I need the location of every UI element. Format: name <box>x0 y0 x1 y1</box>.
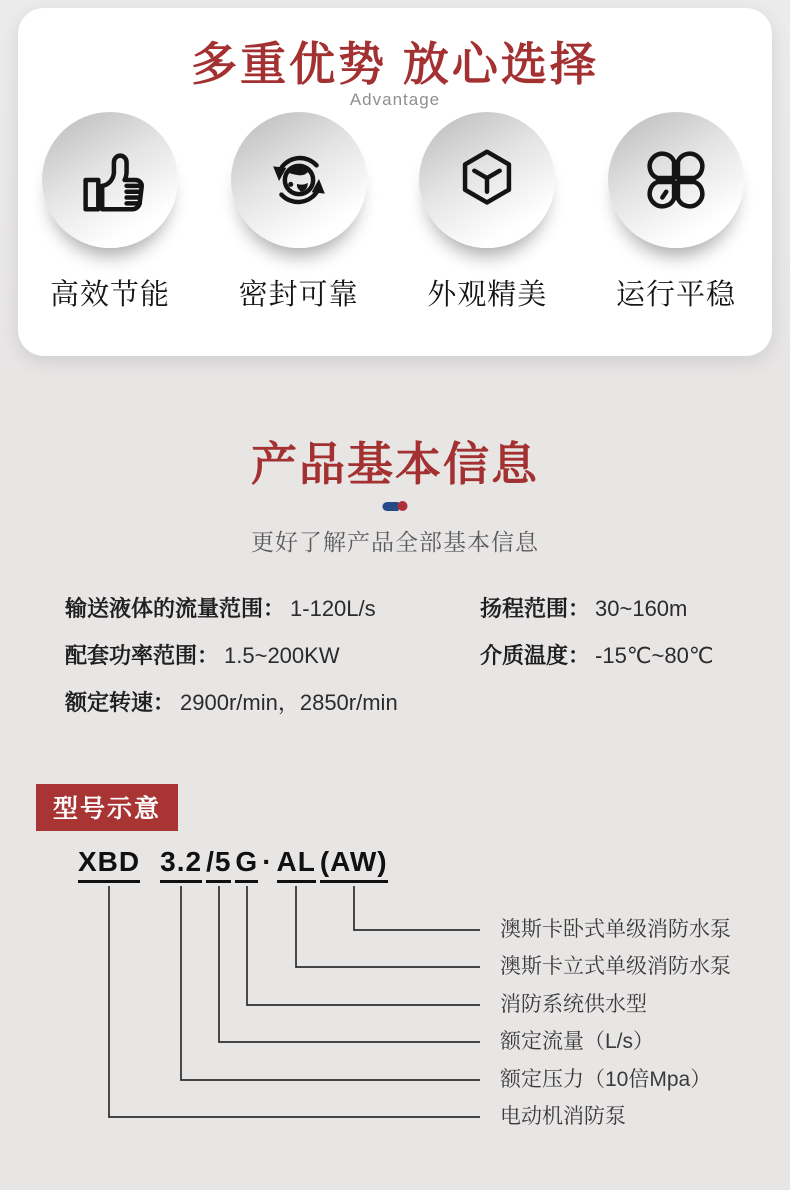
advantage-title: 多重优势 放心选择 <box>191 38 599 90</box>
legend-rated-flow: 额定流量（L/s） <box>500 1030 655 1053</box>
specs-left-column <box>65 594 398 735</box>
spec-value: 1-120L/s <box>290 596 376 621</box>
feature-smooth-operation <box>608 112 744 313</box>
cube-icon <box>448 141 526 219</box>
spec-value: 30~160m <box>595 596 688 621</box>
legend-rated-pressure: 额定压力（10倍Mpa） <box>500 1068 712 1091</box>
basic-info-subtitle: 更好了解产品全部基本信息 <box>251 529 539 555</box>
spec-label: 额定转速： <box>65 690 176 715</box>
spec-medium-temperature <box>480 641 714 671</box>
model-code <box>76 846 390 883</box>
spec-power-range <box>65 641 398 671</box>
feature-label: 运行平稳 <box>615 279 736 311</box>
feature-label: 密封可靠 <box>238 279 359 311</box>
spec-value: -15℃~80℃ <box>595 643 714 668</box>
spec-head-range <box>480 594 714 624</box>
spec-label: 扬程范围： <box>480 596 591 621</box>
advantage-subtitle: Advantage <box>349 90 441 109</box>
feature-icons-row <box>42 112 744 313</box>
specs-right-column <box>480 594 714 688</box>
clover-icon <box>637 141 715 219</box>
spec-label: 输送液体的流量范围： <box>65 596 286 621</box>
legend-vertical-pump: 澳斯卡立式单级消防水泵 <box>500 955 731 978</box>
globe-sync-icon <box>260 141 338 219</box>
legend-motor-fire-pump: 电动机消防泵 <box>500 1105 626 1128</box>
feature-energy-saving <box>42 112 178 313</box>
bottom-white-strip <box>0 1190 790 1202</box>
model-segment-pressure: 3.2 <box>160 846 202 883</box>
spec-value: 2900r/min，2850r/min <box>180 690 398 715</box>
model-segment-dot: · <box>262 846 273 877</box>
feature-label: 外观精美 <box>427 279 548 311</box>
feature-fine-appearance <box>419 112 555 313</box>
legend-horizontal-pump: 澳斯卡卧式单级消防水泵 <box>500 918 731 941</box>
model-segment-xbd: XBD <box>78 846 140 883</box>
feature-label: 高效节能 <box>49 279 170 311</box>
feature-circle <box>419 112 555 248</box>
spec-value: 1.5~200KW <box>224 643 340 668</box>
model-segment-type: G <box>235 846 258 883</box>
model-segment-aw: (AW) <box>320 846 388 883</box>
feature-circle <box>231 112 367 248</box>
spec-label: 配套功率范围： <box>65 643 220 668</box>
legend-fire-supply-type: 消防系统供水型 <box>500 993 647 1016</box>
model-segment-flow: /5 <box>206 846 231 883</box>
feature-reliable-sealing <box>231 112 367 313</box>
divider-pill <box>383 501 408 511</box>
advantage-card <box>18 8 772 356</box>
model-section-tag: 型号示意 <box>36 784 178 831</box>
divider-pill-blue <box>383 502 399 511</box>
divider-pill-red <box>398 501 408 511</box>
spec-label: 介质温度： <box>480 643 591 668</box>
basic-info-title: 产品基本信息 <box>251 438 539 490</box>
feature-circle <box>42 112 178 248</box>
feature-circle <box>608 112 744 248</box>
thumbs-up-icon <box>71 141 149 219</box>
spec-flow-range <box>65 594 398 624</box>
model-segment-al: AL <box>277 846 316 883</box>
spec-rated-speed <box>65 688 398 718</box>
